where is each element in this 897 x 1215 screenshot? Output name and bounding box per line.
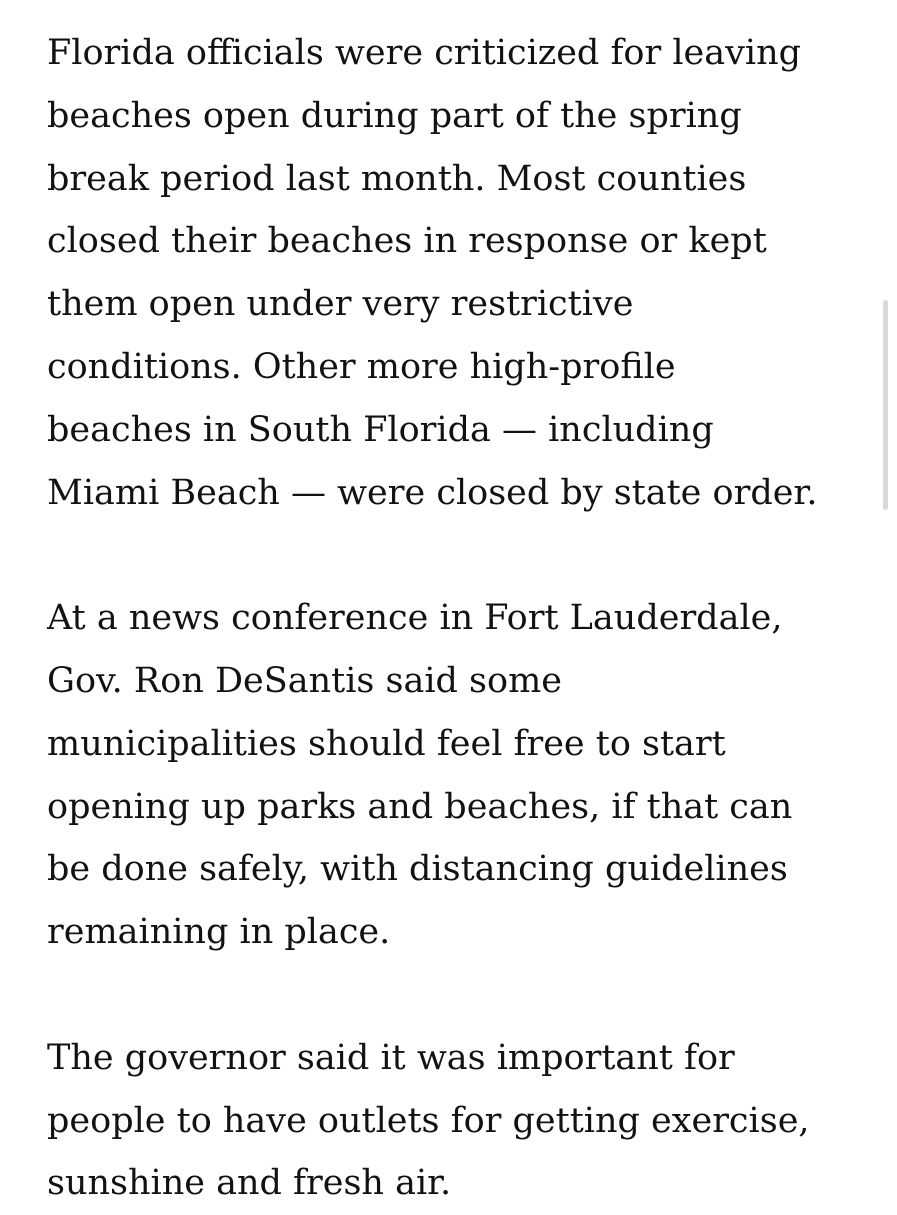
paragraph-news-conference (47, 587, 847, 964)
article-body (47, 22, 847, 1215)
paragraph-beach-closures (47, 22, 847, 524)
text-line: Florida officials were criticized for leaving (47, 33, 802, 73)
text-line: beaches in South Florida — including (47, 409, 714, 450)
text-line: conditions. Other more high-profile (47, 346, 676, 387)
text-line: At a news conference in Fort Lauderdale, (47, 598, 783, 639)
text-line: opening up parks and beaches, if that can (47, 786, 793, 827)
text-line: be done safely, with distancing guidelines (47, 849, 788, 890)
text-line: people to have outlets for getting exercise, (47, 1100, 810, 1141)
text-line: The governor said it was important for (47, 1037, 735, 1078)
text-line: remaining in place. (47, 912, 391, 953)
text-line: break period last month. Most counties (47, 158, 747, 199)
text-line: Miami Beach — were closed by state order. (47, 472, 818, 513)
text-line: closed their beaches in response or kept (47, 221, 767, 262)
scrollbar-thumb[interactable] (883, 300, 888, 510)
text-line: municipalities should feel free to start (47, 723, 726, 764)
text-line: sunshine and fresh air. (47, 1163, 452, 1204)
text-line: them open under very restrictive (47, 284, 634, 325)
paragraph-governor-quote (47, 1027, 847, 1215)
text-line: Gov. Ron DeSantis said some (47, 660, 562, 701)
text-line: beaches open during part of the spring (47, 95, 742, 136)
